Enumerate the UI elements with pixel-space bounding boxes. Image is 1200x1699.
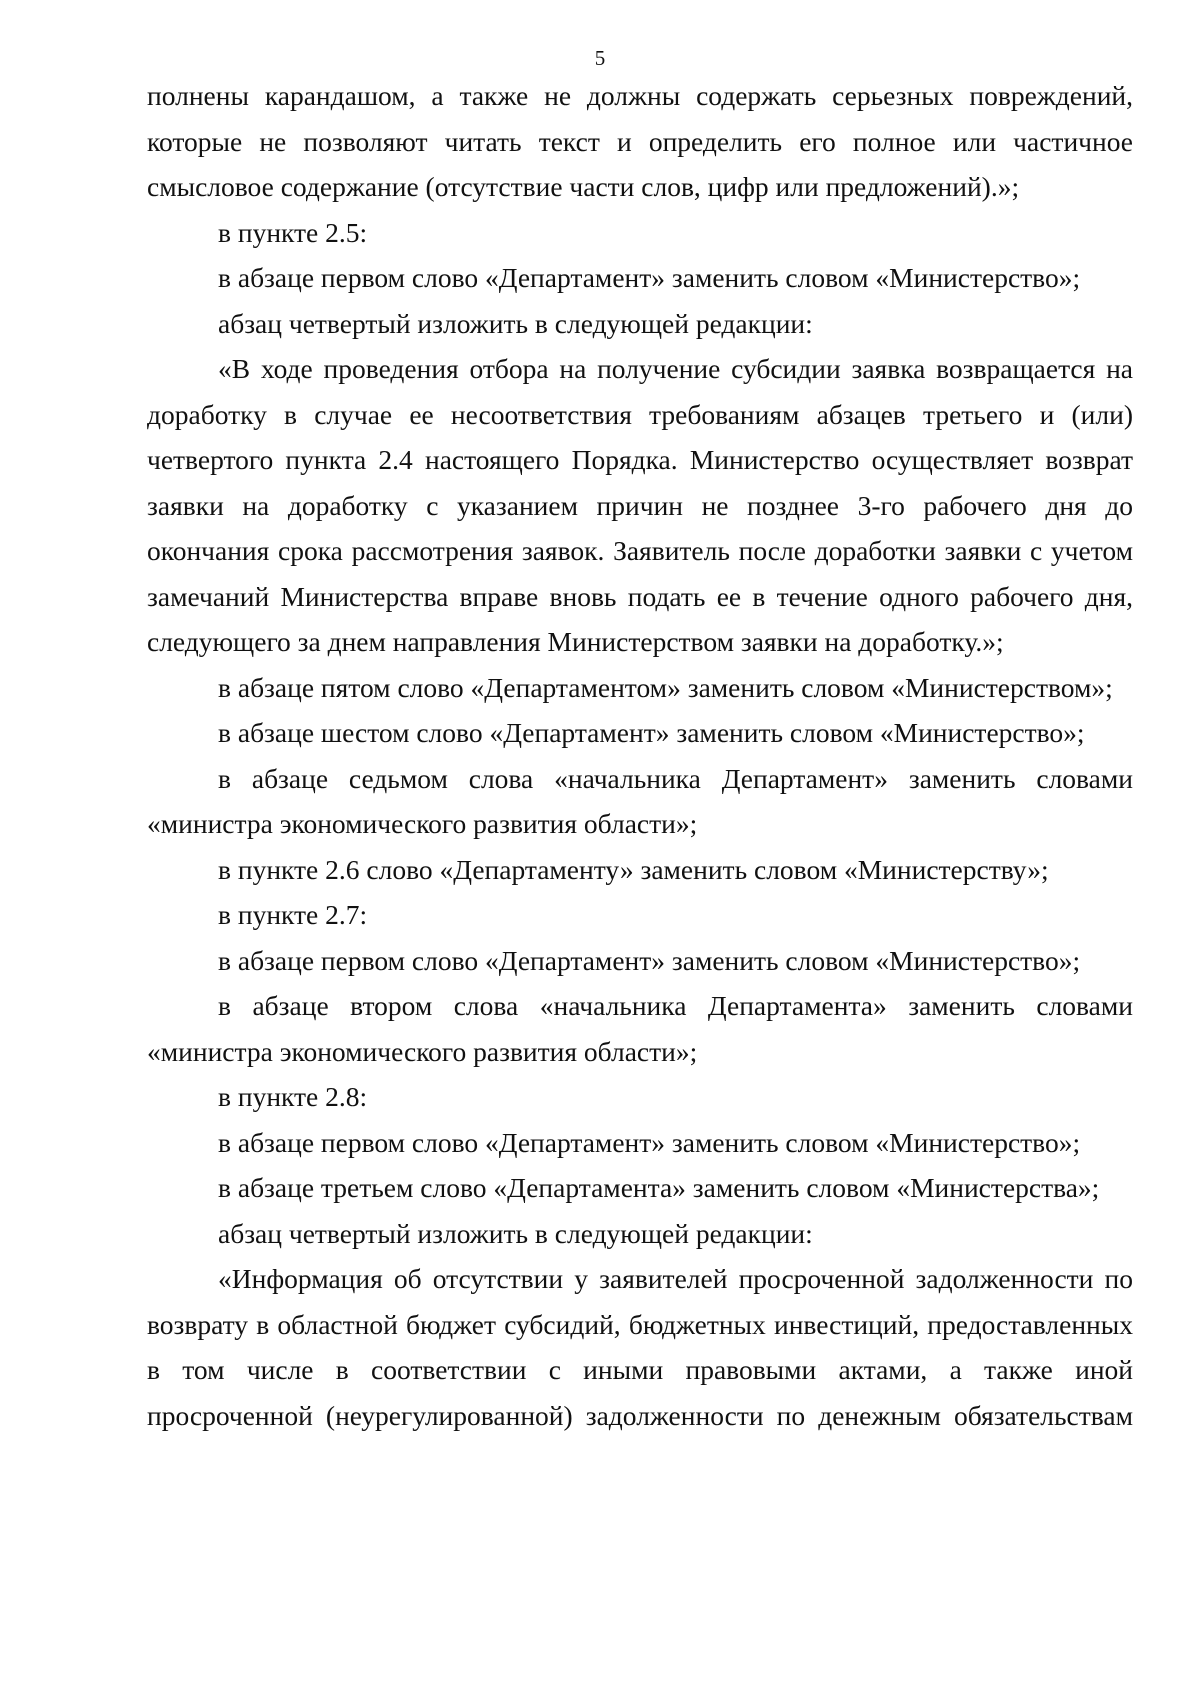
paragraph: в абзаце первом слово «Департамент» заменить словом «Министерство»; xyxy=(218,1126,1081,1158)
paragraph: в абзаце третьем слово «Департамента» заменить словом «Министерства»; xyxy=(218,1172,1100,1203)
paragraph: в абзаце втором слова «начальника Департамента» заменить словами «министра экономического развития области»; xyxy=(147,990,1133,1067)
paragraph-continuation: полнены карандашом, а также не должны содержать серьезных повреждений, которые не позволяют читать текст и определить его полное или частичное смысловое содержание (отсутствие части слов, цифр или предложений).»; xyxy=(147,80,1133,202)
paragraph-point-2-8: в пункте 2.8: xyxy=(218,1081,368,1112)
paragraph-quote: «В ходе проведения отбора на получение субсидии заявка возвращается на доработку в случае ее несоответствия требованиям абзацев третьего и (или) четвертого пункта 2.4 настоящего Порядка. Министерство осуществляет возврат заявки на доработку с указанием причин не позднее 3-го рабочего дня до окончания срока рассмотрения заявок. Заявитель после доработки заявки с учетом замечаний Министерства вправе вновь подать ее в течение одного рабочего дня, следующего за днем направления Министерством заявки на доработку.»; xyxy=(147,353,1133,657)
paragraph-quote: «Информация об отсутствии у заявителей просроченной задолженности по возврату в областной бюджет субсидий, бюджетных инвестиций, предоставленных в том числе в соответствии с иными правовыми актами, а также иной просроченной (неурегулированной) задолженности по денежным обязательствам xyxy=(147,1263,1133,1431)
paragraph: в абзаце пятом слово «Департаментом» заменить словом «Министерством»; xyxy=(218,671,1113,703)
paragraph: абзац четвертый изложить в следующей редакции: xyxy=(218,307,813,339)
paragraph: в абзаце седьмом слова «начальника Департамент» заменить словами «министра экономического развития области»; xyxy=(147,762,1133,839)
paragraph-point-2-5: в пункте 2.5: xyxy=(218,216,368,248)
document-body xyxy=(147,73,1133,1438)
paragraph: в абзаце шестом слово «Департамент» заменить словом «Министерство»; xyxy=(218,717,1085,748)
paragraph-point-2-6: в пункте 2.6 слово «Департаменту» заменить словом «Министерству»; xyxy=(218,853,1049,885)
paragraph-point-2-7: в пункте 2.7: xyxy=(218,899,368,930)
paragraph: в абзаце первом слово «Департамент» заменить словом «Министерство»; xyxy=(218,262,1081,293)
paragraph: в абзаце первом слово «Департамент» заменить словом «Министерство»; xyxy=(218,944,1081,976)
page-number: 5 xyxy=(594,46,606,70)
paragraph: абзац четвертый изложить в следующей редакции: xyxy=(218,1217,813,1249)
